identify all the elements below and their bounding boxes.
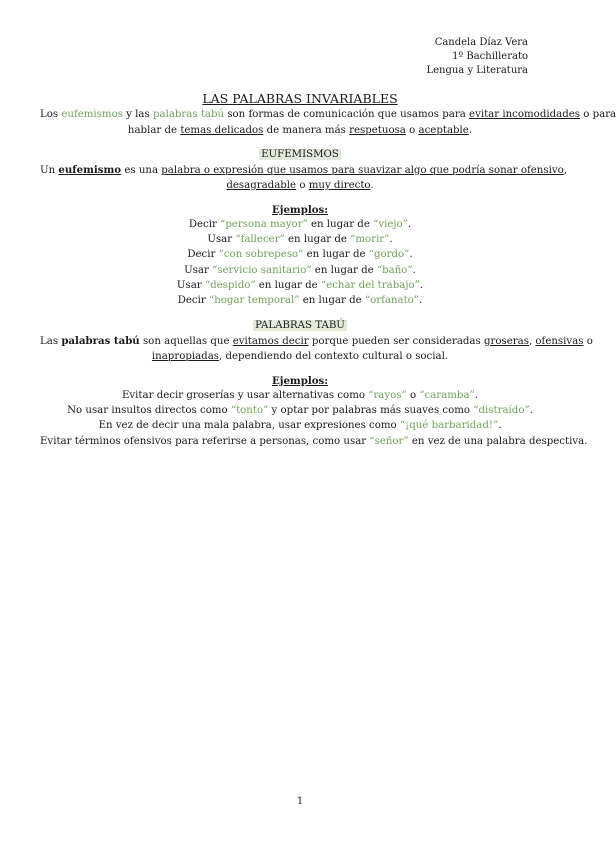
term-palabras-tabu: palabras tabú bbox=[152, 109, 225, 120]
term-eufemismos: eufemismos bbox=[61, 109, 123, 120]
tabu-examples-title: Ejemplos: bbox=[272, 375, 328, 387]
subject-label: Lengua y Literatura bbox=[426, 65, 528, 76]
page-number: 1 bbox=[296, 796, 304, 807]
course-label: 1º Bachillerato bbox=[452, 51, 528, 62]
eufemismo-example: Decir “persona mayor” en lugar de “viejo”. bbox=[188, 219, 412, 230]
author-name: Candela Díaz Vera bbox=[434, 37, 528, 48]
eufemismo-example: Decir “con sobrepeso” en lugar de “gordo”. bbox=[187, 249, 413, 260]
eufemismo-example: Usar “despido” en lugar de “echar del trabajo”. bbox=[176, 280, 424, 291]
intro-line-2: hablar de temas delicados de manera más respetuosa o aceptable. bbox=[127, 125, 473, 136]
eufemismos-definition-1: Un eufemismo es una palabra o expresión que usamos para suavizar algo que podría sonar ofensivo, bbox=[40, 164, 567, 176]
tabu-example: En vez de decir una mala palabra, usar expresiones como “¡qué barbaridad!”. bbox=[98, 420, 502, 431]
eufemismo-example: Decir “hogar temporal” en lugar de “orfanato”. bbox=[177, 295, 423, 306]
tabu-example: No usar insultos directos como “tonto” y optar por palabras más suaves como “distraído”. bbox=[67, 405, 533, 416]
tabu-example: Evitar decir groserías y usar alternativas como “rayos” o “caramba”. bbox=[121, 390, 478, 401]
tabu-heading: PALABRAS TABÚ bbox=[255, 320, 345, 331]
eufemismo-example: Usar “fallecer” en lugar de “morir”. bbox=[207, 234, 393, 245]
eufemismos-definition-2: desagradable o muy directo. bbox=[226, 180, 374, 191]
eufemismo-example: Usar “servicio sanitario” en lugar de “baño”. bbox=[184, 265, 416, 276]
page-title: LAS PALABRAS INVARIABLES bbox=[202, 91, 398, 106]
eufemismos-examples-title: Ejemplos: bbox=[272, 204, 328, 216]
tabu-example: Evitar términos ofensivos para referirse a personas, como usar “señor” en vez de una palabra despectiva. bbox=[40, 436, 588, 447]
tabu-definition-1: Las palabras tabú son aquellas que evitamos decir porque pueden ser consideradas groseras, ofensivas o bbox=[40, 335, 593, 347]
tabu-definition-2: inapropiadas, dependiendo del contexto cultural o social. bbox=[151, 351, 449, 362]
eufemismos-heading: EUFEMISMOS bbox=[261, 149, 339, 160]
intro-line-1: Los eufemismos y las palabras tabú son formas de comunicación que usamos para evitar incomodidades o para bbox=[40, 109, 616, 120]
author-header bbox=[426, 36, 528, 78]
